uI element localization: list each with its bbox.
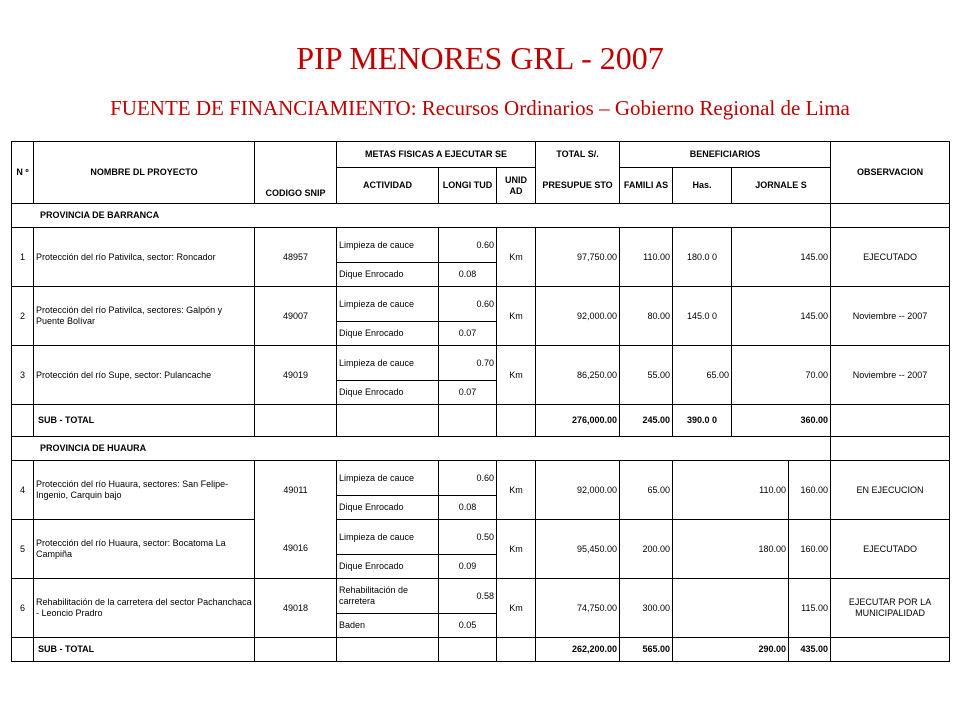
table-row: Dique Enrocado 0.08: [12, 496, 950, 520]
subtotal-label: SUB - TOTAL: [34, 638, 255, 662]
table-row: 4 Protección del río Huaura, sectores: San Felipe-Ingenio, Carquin bajo 49011 Limpieza de cauce 0.60 Km 92,000.00 65.00 110.00 160.00 EN EJECUCION: [12, 461, 950, 496]
table-row: Baden 0.05: [12, 614, 950, 638]
col-header-no: N º: [12, 142, 34, 204]
col-header-longitud: LONGI TUD: [439, 168, 497, 204]
col-header-unidad: UNID AD: [497, 168, 536, 204]
section-label: PROVINCIA DE BARRANCA: [12, 204, 831, 228]
subtotal-row-barranca: SUB - TOTAL 276,000.00 245.00 390.0 0 360.00: [12, 405, 950, 437]
table-row: Dique Enrocado 0.08: [12, 263, 950, 287]
col-header-total: TOTAL S/.: [536, 142, 620, 168]
section-row-barranca: [12, 204, 950, 228]
table-row: 6 Rehabilitación de la carretera del sector Pachanchaca - Leoncio Pradro 49018 Rehabilitación de carretera 0.58 Km 74,750.00 300.00 115.00 EJECUTAR POR LA MUNICIPALIDAD: [12, 579, 950, 614]
subtotal-label: SUB - TOTAL: [34, 405, 255, 437]
col-header-presupuesto: PRESUPUE STO: [536, 168, 620, 204]
projects-table: [11, 141, 950, 662]
col-header-has: Has.: [673, 168, 732, 204]
page-subtitle: FUENTE DE FINANCIAMIENTO: Recursos Ordinarios – Gobierno Regional de Lima: [110, 96, 850, 120]
subtotal-row-huaura: SUB - TOTAL 262,200.00 565.00 290.00 435.00: [12, 638, 950, 662]
table-row: 5 Protección del río Huaura, sector: Bocatoma La Campiña 49016 Limpieza de cauce 0.50 Km 95,450.00 200.00 180.00 160.00 EJECUTADO: [12, 520, 950, 555]
col-header-actividad: ACTIVIDAD: [337, 168, 439, 204]
table-row: 3 Protección del río Supe, sector: Pulancache 49019 Limpieza de cauce 0.70 Km 86,250.00 55.00 65.00 70.00 Noviembre -- 2007: [12, 346, 950, 381]
col-header-nombre: NOMBRE DL PROYECTO: [34, 142, 255, 204]
table-row: Dique Enrocado 0.07: [12, 322, 950, 346]
table-row: Dique Enrocado 0.07: [12, 381, 950, 405]
col-header-codigo: CODIGO SNIP: [255, 142, 337, 204]
col-header-observacion: OBSERVACION: [831, 142, 950, 204]
col-header-familias: FAMILI AS: [620, 168, 673, 204]
table-row: 1 Protección del río Pativilca, sector: Roncador 48957 Limpieza de cauce 0.60 Km 97,750.00 110.00 180.0 0 145.00 EJECUTADO: [12, 228, 950, 263]
section-row-huaura: [12, 437, 950, 461]
table-row: Dique Enrocado 0.09: [12, 555, 950, 579]
header-row-1: [12, 142, 950, 168]
table-row: 2 Protección del río Pativilca, sectores: Galpón y Puente Bolívar 49007 Limpieza de cauce 0.60 Km 92,000.00 80.00 145.0 0 145.00 Noviembre -- 2007: [12, 287, 950, 322]
section-label: PROVINCIA DE HUAURA: [12, 437, 831, 461]
col-header-jornales: JORNALE S: [732, 168, 831, 204]
col-header-beneficiarios: BENEFICIARIOS: [620, 142, 831, 168]
page-title: PIP MENORES GRL - 2007: [296, 40, 664, 76]
col-header-metas: METAS FISICAS A EJECUTAR SE: [337, 142, 536, 168]
